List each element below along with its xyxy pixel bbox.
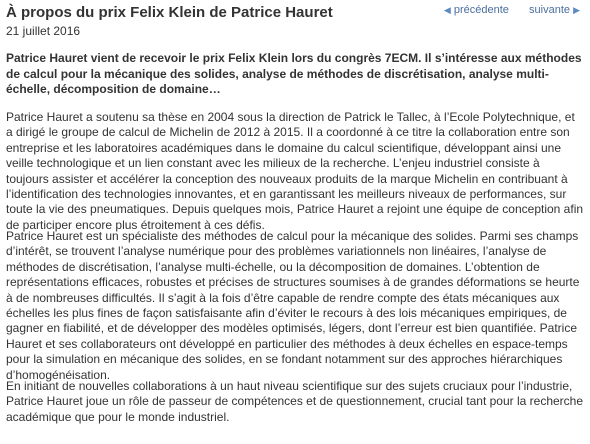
next-link[interactable] — [529, 4, 580, 16]
article-lead: Patrice Hauret vient de recevoir le prix Felix Klein lors du congrès 7ECM. Il s’intéresse aux méthodes de calcul pour la mécanique des solides, analyse de méthodes de discrétisation, analyse multi-échelle, décomposition de domaine… — [6, 51, 582, 96]
previous-label: précédente — [453, 4, 509, 16]
article-header — [6, 4, 584, 28]
previous-link[interactable] — [444, 4, 512, 16]
next-label: suivante — [529, 4, 571, 16]
triangle-right-icon: ▶ — [573, 5, 580, 15]
article-title: À propos du prix Felix Klein de Patrice Hauret — [6, 4, 333, 21]
article-navigation — [444, 4, 580, 17]
triangle-left-icon: ◀ — [443, 5, 451, 15]
article-paragraph: Patrice Hauret est un spécialiste des méthodes de calcul pour la mécanique des solides. Parmi ses champs d’intérêt, se trouvent l’analyse numérique pour des problèmes variationnels non linéaires, l’analyse de méthodes de discrétisation, l’analyse multi-échelle, ou la décomposition de domaines. L’obtention de représentations efficaces, robustes et précises de structures soumises à de grandes déformations se heurte à de nombreuses difficultés. Il s’agit à la fois d’être capable de rendre compte des états mécaniques aux échelles les plus fines de façon satisfaisante afin d’éviter le recours à des lois mécaniques empiriques, de gagner en fiabilité, et de développer des modèles optimisés, légers, dont l’erreur est bien quantifiée. Patrice Hauret et ses collaborateurs ont développé en particulier des méthodes à deux échelles en espace-temps pour la simulation en mécanique des solides, en se fondant notamment sur des approches hiérarchiques d’homogénéisation. — [6, 229, 580, 382]
article-paragraph: En initiant de nouvelles collaborations à un haut niveau scientifique sur des sujets cruciaux pour l’industrie, Patrice Hauret joue un rôle de passeur de compétences et de questionnement, crucial tant pour la recherche académique que pour le monde industriel. — [6, 379, 584, 424]
article-date: 21 juillet 2016 — [6, 24, 81, 38]
article-paragraph: Patrice Hauret a soutenu sa thèse en 2004 sous la direction de Patrick le Tallec, à l’Ecole Polytechnique, et a dirigé le groupe de calcul de Michelin de 2012 à 2015. Il a coordonné à ce titre la collaboration entre son entreprise et les laboratoires académiques dans le domaine du calcul scientifique, développant ainsi une veille technologique et un lien constant avec les milieux de la recherche. L’enjeu industriel consiste à toujours assister et accélérer la conception des nouveaux produits de la marque Michelin en contribuant à l’identification des technologies innovantes, et en garantissant les meilleurs niveaux de performances, sur toute la vie des pneumatiques. Depuis quelques mois, Patrice Hauret a rejoint une équipe de conception afin de participer encore plus étroitement à ces défis. — [6, 110, 584, 232]
